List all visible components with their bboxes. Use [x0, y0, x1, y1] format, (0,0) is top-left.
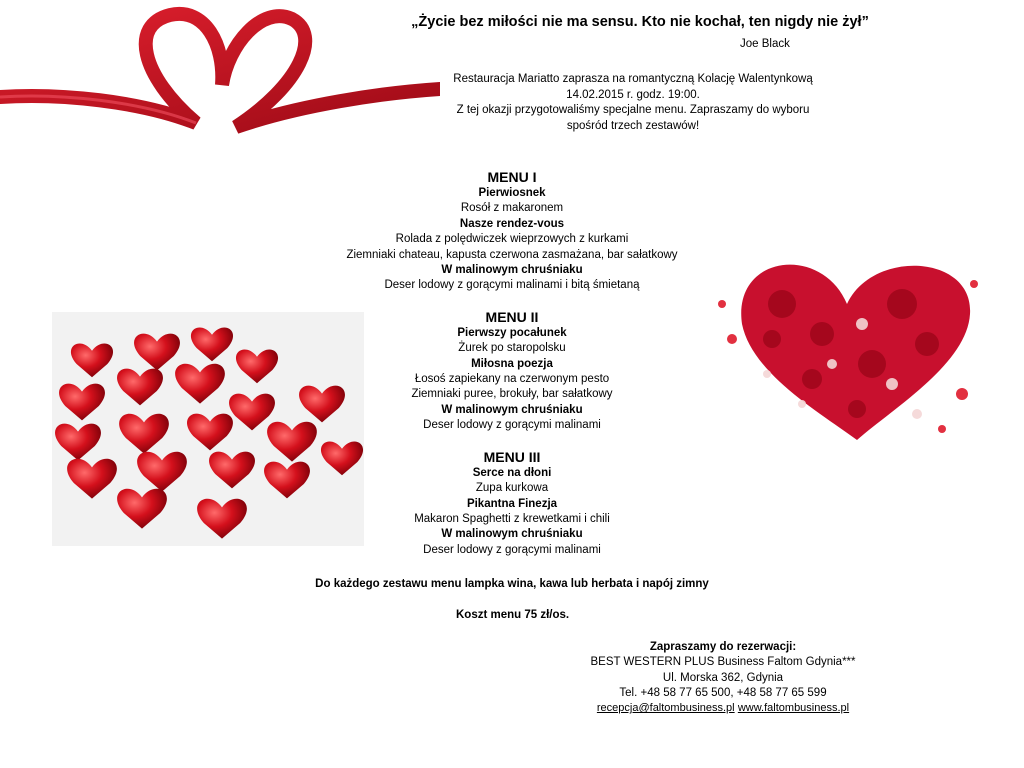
dish-name: Pierwiosnek — [478, 187, 546, 199]
menu-1 — [262, 168, 762, 294]
dish-description: Makaron Spaghetti z krewetkami i chili — [414, 512, 610, 525]
dish-name: Serce na dłoni — [472, 466, 552, 479]
dish-description: Ziemniaki puree, brokuły, bar sałatkowy — [411, 388, 613, 401]
menus — [262, 168, 762, 572]
dish-description: Rolada z polędwiczek wieprzowych z kurkami — [395, 233, 629, 246]
links — [560, 701, 886, 716]
dish-name: Pikantna Finezja — [466, 497, 558, 510]
contact-heading: Zapraszamy do rezerwacji: — [649, 641, 797, 653]
quote-author: Joe Black — [740, 38, 790, 50]
price: Koszt menu 75 zł/os. — [456, 609, 570, 621]
dish-description: Deser lodowy z gorącymi malinami — [423, 543, 601, 556]
menu-2 — [262, 308, 762, 434]
menu-title: MENU II — [485, 308, 539, 325]
hotel-name: BEST WESTERN PLUS Business Faltom Gdynia*** — [590, 656, 856, 669]
intro-line: Z tej okazji przygotowaliśmy specjalne menu. Zapraszamy do wyboru — [456, 104, 810, 116]
dish-description: Zupa kurkowa — [475, 482, 549, 495]
quote-text: „Życie bez miłości nie ma sensu. Kto nie kochał, ten nigdy nie żył” — [411, 14, 869, 30]
dish-description: Ziemniaki chateau, kapusta czerwona zasmażana, bar sałatkowy — [346, 248, 678, 261]
menu-3 — [262, 448, 762, 558]
menu-title: MENU III — [483, 448, 541, 465]
intro-line: spośród trzech zestawów! — [566, 119, 700, 132]
menu-title: MENU I — [487, 169, 537, 185]
email-link[interactable]: recepcja@faltombusiness.pl — [596, 702, 735, 715]
dish-description: Rosół z makaronem — [460, 202, 564, 215]
phone: Tel. +48 58 77 65 500, +48 58 77 65 599 — [619, 686, 827, 699]
dish-description: Deser lodowy z gorącymi malinami i bitą śmietaną — [384, 279, 640, 292]
address: Ul. Morska 362, Gdynia — [662, 671, 784, 684]
included-note: Do każdego zestawu menu lampka wina, kawa lub herbata i napój zimny — [315, 578, 709, 590]
dish-name: Pierwszy pocałunek — [457, 326, 567, 339]
contact-block — [560, 640, 886, 716]
dish-name: Miłosna poezja — [471, 357, 553, 370]
dish-description: Łosoś zapiekany na czerwonym pesto — [414, 373, 610, 386]
intro-date: 14.02.2015 r. godz. 19:00. — [566, 88, 700, 101]
dish-name: Nasze rendez-vous — [459, 217, 565, 230]
intro-line: Restauracja Mariatto zaprasza na romantyczną Kolację Walentynkową — [453, 73, 813, 85]
dish-description: Żurek po staropolsku — [458, 342, 566, 355]
dish-name: W malinowym chruśniaku — [441, 403, 583, 416]
website-link[interactable]: www.faltombusiness.pl — [737, 702, 850, 715]
dish-name: W malinowym chruśniaku — [441, 264, 583, 277]
dish-description: Deser lodowy z gorącymi malinami — [423, 419, 601, 432]
dish-name: W malinowym chruśniaku — [441, 528, 583, 541]
intro — [380, 72, 886, 134]
